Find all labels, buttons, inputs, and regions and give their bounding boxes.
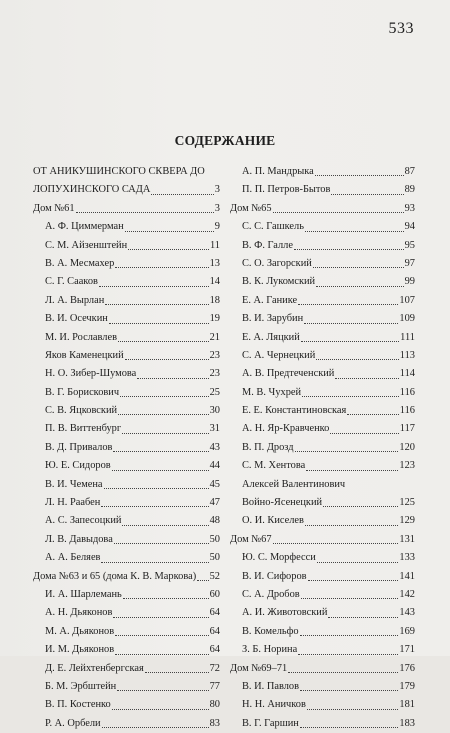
toc-entry-page: 117 <box>399 423 415 435</box>
toc-entry-page: 116 <box>399 386 415 398</box>
toc-entry-title: В. П. Костенко <box>45 699 111 711</box>
toc-entry-title: В. Г. Гаршин <box>242 717 299 729</box>
toc-entry <box>33 273 220 291</box>
toc-entry <box>230 641 415 659</box>
toc-entry-title: Е. А. Ганике <box>242 294 298 306</box>
toc-entry-title: С. А. Чернецкий <box>242 349 316 361</box>
toc-entry-title: Е. А. Ляцкий <box>242 331 300 343</box>
page-number: 533 <box>388 20 414 37</box>
dot-leader <box>113 450 208 452</box>
dot-leader <box>76 211 214 213</box>
dot-leader <box>305 524 398 526</box>
toc-entry-page: 25 <box>209 386 220 398</box>
toc-entry-page: 52 <box>209 570 220 582</box>
toc-entry-page: 179 <box>399 680 415 692</box>
toc-section-heading <box>230 531 415 549</box>
dot-leader <box>104 487 209 489</box>
toc-entry-title: В. И. Павлов <box>242 680 299 692</box>
dot-leader <box>316 358 399 360</box>
dot-leader <box>101 505 208 507</box>
toc-entry-page: 13 <box>209 257 220 269</box>
dot-leader <box>302 395 399 397</box>
dot-leader <box>125 230 214 232</box>
toc-entry <box>230 347 415 365</box>
toc-entry-page: 116 <box>399 405 415 417</box>
toc-entry-title: М. В. Чухрей <box>242 386 302 398</box>
toc-entry-title: Л. В. Давыдова <box>45 533 113 545</box>
toc-section-heading <box>230 660 415 678</box>
toc-entry <box>33 439 220 457</box>
toc-entry <box>33 604 220 622</box>
toc-entry-title: Б. М. Эрбштейн <box>45 680 117 692</box>
toc-entry-page: 94 <box>404 221 415 233</box>
toc-entry <box>33 549 220 567</box>
toc-entry-page: 18 <box>209 294 220 306</box>
toc-entry-title: Н. О. Зибер-Шумова <box>45 368 137 380</box>
dot-leader <box>306 469 398 471</box>
dot-leader <box>307 708 399 710</box>
toc-entry-page: 9 <box>214 221 220 233</box>
toc-entry-page: 50 <box>209 552 220 564</box>
dot-leader <box>117 689 208 691</box>
toc-entry-title: ОТ АНИКУШИНСКОГО СКВЕРА ДО <box>33 166 205 177</box>
dot-leader <box>295 450 399 452</box>
dot-leader <box>125 358 209 360</box>
dot-leader <box>335 377 398 379</box>
toc-entry-title: Ю. С. Морфесси <box>242 552 316 564</box>
toc-entry-title: Е. Е. Константиновская <box>242 405 347 417</box>
toc-entry-title: А. А. Беляев <box>45 552 101 564</box>
toc-entry-page: 23 <box>209 368 220 380</box>
toc-entry-title: А. С. Запесоцкий <box>45 515 122 527</box>
toc-entry-page: 95 <box>404 239 415 251</box>
toc-entry <box>33 696 220 714</box>
dot-leader <box>323 505 398 507</box>
toc-entry-page: 109 <box>399 313 415 325</box>
toc-entry-title: В. И. Осечкин <box>45 313 108 325</box>
dot-leader <box>151 193 213 195</box>
toc-entry-title: В. А. Месмахер <box>45 257 115 269</box>
dot-leader <box>301 597 399 599</box>
dot-leader <box>328 616 398 618</box>
toc-entry <box>230 586 415 604</box>
dot-leader <box>298 653 398 655</box>
toc-entry <box>230 623 415 641</box>
toc-entry-title: В. Д. Привалов <box>45 441 113 453</box>
toc-entry-page: 21 <box>209 331 220 343</box>
toc-entry <box>33 678 220 696</box>
dot-leader <box>300 689 398 691</box>
toc-entry-page: 114 <box>399 368 415 380</box>
dot-leader <box>109 322 209 324</box>
dot-leader <box>118 340 209 342</box>
toc-entry-page: 133 <box>399 552 415 564</box>
toc-entry-title: Л. А. Вырлан <box>45 294 105 306</box>
toc-entry <box>33 310 220 328</box>
toc-entry-title: Л. Н. Раабен <box>45 497 101 509</box>
toc-section-heading <box>33 181 220 199</box>
toc-entry <box>33 218 220 236</box>
toc-entry-page: 31 <box>209 423 220 435</box>
dot-leader <box>112 469 209 471</box>
toc-entry <box>230 549 415 567</box>
toc-entry <box>33 420 220 438</box>
toc-entry-page: 97 <box>404 257 415 269</box>
toc-entry <box>230 163 415 181</box>
toc-entry <box>33 402 220 420</box>
toc-entry <box>230 310 415 328</box>
toc-entry-title: В. И. Зарубин <box>242 313 304 325</box>
dot-leader <box>317 561 399 563</box>
toc-entry-page: 120 <box>399 441 415 453</box>
toc-entry-page: 45 <box>209 478 220 490</box>
dot-leader <box>304 322 398 324</box>
toc-entry <box>230 476 415 494</box>
toc-entry-page: 19 <box>209 313 220 325</box>
toc-entry <box>230 568 415 586</box>
toc-entry-title: А. И. Животовский <box>242 607 328 619</box>
toc-section-heading <box>230 200 415 218</box>
toc-entry-page: 30 <box>209 405 220 417</box>
toc-entry <box>230 457 415 475</box>
toc-entry <box>230 604 415 622</box>
toc-entry-page: 64 <box>209 644 220 656</box>
toc-entry <box>230 365 415 383</box>
toc-entry-page: 60 <box>209 588 220 600</box>
toc-entry-page: 80 <box>209 699 220 711</box>
toc-entry <box>230 402 415 420</box>
dot-leader <box>137 377 208 379</box>
toc-entry-page: 125 <box>399 497 415 509</box>
toc-entry-title: Дома №63 и 65 (дома К. В. Маркова) <box>33 570 197 582</box>
toc-entry-page: 176 <box>399 662 415 674</box>
dot-leader <box>197 579 208 581</box>
dot-leader <box>115 653 208 655</box>
dot-leader <box>288 671 398 673</box>
toc-entry <box>33 531 220 549</box>
toc-entry-page: 3 <box>214 202 220 214</box>
toc-entry-title: С. О. Загорский <box>242 257 312 269</box>
toc-entry-title: А. П. Мандрыка <box>242 166 314 177</box>
toc-entry-page: 107 <box>399 294 415 306</box>
toc-entry-title: С. В. Яцковский <box>45 405 118 417</box>
toc-entry-title: В. Ф. Галле <box>242 239 293 251</box>
toc-entry <box>33 641 220 659</box>
toc-entry-title: Дом №67 <box>230 533 272 545</box>
toc-entry-title: Д. Е. Лейхтенбергская <box>45 662 144 674</box>
toc-entry-title: М. А. Дьяконов <box>45 625 115 637</box>
toc-entry-title: В. И. Сифоров <box>242 570 307 582</box>
toc-entry-page: 44 <box>209 460 220 472</box>
toc-entry <box>33 623 220 641</box>
toc-entry-title: Войно-Ясенецкий <box>242 497 323 509</box>
toc-section-heading <box>33 568 220 586</box>
toc-entry-page: 64 <box>209 607 220 619</box>
dot-leader <box>118 413 209 415</box>
toc-entry-page: 14 <box>209 276 220 288</box>
dot-leader <box>305 230 404 232</box>
toc-entry-title: В. Комельфо <box>242 625 299 637</box>
toc-entry <box>33 255 220 273</box>
dot-leader <box>115 634 208 636</box>
toc-entry-title: Дом №69–71 <box>230 662 288 674</box>
toc-entry <box>230 420 415 438</box>
dot-leader <box>145 671 209 673</box>
dot-leader <box>105 303 208 305</box>
toc-entry <box>33 660 220 678</box>
toc-entry <box>230 512 415 530</box>
toc-entry-page: 142 <box>399 588 415 600</box>
dot-leader <box>101 561 208 563</box>
toc-entry-page: 113 <box>399 349 415 361</box>
dot-leader <box>300 726 399 728</box>
toc-entry-title: С. М. Хентова <box>242 460 306 472</box>
toc-right-column <box>230 163 415 733</box>
toc-entry-title: Дом №65 <box>230 202 272 214</box>
toc-entry-page: 181 <box>399 699 415 711</box>
toc-entry-title: Ю. Е. Сидоров <box>45 460 111 472</box>
dot-leader <box>308 579 399 581</box>
toc-entry-title: Дом №61 <box>33 202 75 214</box>
toc-entry <box>230 494 415 512</box>
dot-leader <box>273 542 399 544</box>
toc-entry-page: 131 <box>399 533 415 545</box>
toc-entry <box>230 255 415 273</box>
dot-leader <box>315 174 404 176</box>
toc-entry-title: Р. А. Орбели <box>45 717 101 729</box>
toc-entry-title: А. В. Предтеченский <box>242 368 335 380</box>
toc-entry-page: 183 <box>399 717 415 729</box>
toc-entry-page: 141 <box>399 570 415 582</box>
toc-entry <box>230 439 415 457</box>
toc-entry-page: 43 <box>209 441 220 453</box>
dot-leader <box>294 248 404 250</box>
dot-leader <box>301 340 399 342</box>
dot-leader <box>123 597 209 599</box>
toc-entry-title: Алексей Валентинович <box>242 478 346 490</box>
toc-entry <box>33 715 220 733</box>
toc-entry-title: В. К. Лукомский <box>242 276 316 288</box>
toc-section-heading <box>33 200 220 218</box>
toc-entry <box>33 457 220 475</box>
toc-entry <box>230 218 415 236</box>
toc-left-column <box>33 163 220 733</box>
toc-entry-page: 171 <box>399 644 415 656</box>
dot-leader <box>273 211 404 213</box>
toc-entry-title: А. Н. Дьяконов <box>45 607 113 619</box>
toc-entry <box>230 696 415 714</box>
toc-entry <box>230 292 415 310</box>
toc-entry-page: 23 <box>209 349 220 361</box>
toc-entry-page: 48 <box>209 515 220 527</box>
toc-entry-title: С. М. Айзенштейн <box>45 239 128 251</box>
toc-entry <box>230 329 415 347</box>
page-title: СОДЕРЖАНИЕ <box>174 133 276 148</box>
toc-entry <box>33 292 220 310</box>
toc-entry-title: А. Ф. Циммерман <box>45 221 124 233</box>
toc-entry-title: Яков Каменецкий <box>45 349 124 361</box>
toc-entry <box>230 678 415 696</box>
dot-leader <box>112 708 209 710</box>
dot-leader <box>330 432 398 434</box>
toc-entry-page: 3 <box>214 184 220 196</box>
toc-entry-page: 87 <box>404 166 415 177</box>
toc-entry <box>230 384 415 402</box>
toc-entry <box>33 237 220 255</box>
toc-entry-title: ЛОПУХИНСКОГО САДА <box>33 184 151 196</box>
toc-entry-title: В. И. Чемена <box>45 478 103 490</box>
toc-entry-title: З. Б. Норина <box>242 644 298 656</box>
dot-leader <box>113 616 208 618</box>
dot-leader <box>122 524 208 526</box>
dot-leader <box>99 285 209 287</box>
toc-entry-page: 77 <box>209 680 220 692</box>
toc-entry-page: 50 <box>209 533 220 545</box>
toc-entry-title: С. А. Дробов <box>242 588 300 600</box>
toc-entry-title: М. И. Рославлев <box>45 331 117 343</box>
toc-section-heading <box>33 163 220 181</box>
toc-entry <box>230 237 415 255</box>
toc-entry <box>230 273 415 291</box>
toc-entry-page: 11 <box>209 239 220 251</box>
dot-leader <box>331 193 403 195</box>
toc-entry-title: С. С. Гашкель <box>242 221 304 233</box>
dot-leader <box>115 266 208 268</box>
dot-leader <box>128 248 209 250</box>
toc-entry-title: В. Г. Борискович <box>45 386 120 398</box>
toc-entry-page: 169 <box>399 625 415 637</box>
toc-entry-title: В. П. Дрозд <box>242 441 294 453</box>
toc-entry-title: И. М. Дьяконов <box>45 644 115 656</box>
dot-leader <box>114 542 209 544</box>
toc-entry <box>33 347 220 365</box>
toc-entry-page: 111 <box>400 331 415 343</box>
toc-entry-title: С. Г. Сааков <box>45 276 98 288</box>
toc-entry <box>33 494 220 512</box>
toc-entry-title: Н. Н. Аничков <box>242 699 306 711</box>
toc-entry-title: П. П. Петров-Бытов <box>242 184 331 196</box>
toc-entry <box>33 476 220 494</box>
dot-leader <box>120 395 209 397</box>
toc-entry-page: 143 <box>399 607 415 619</box>
toc-entry <box>33 329 220 347</box>
toc-entry-title: А. Н. Яр-Кравченко <box>242 423 330 435</box>
toc-entry <box>33 384 220 402</box>
toc-entry-page: 72 <box>209 662 220 674</box>
toc-entry <box>230 181 415 199</box>
dot-leader <box>300 634 399 636</box>
toc-entry-title: И. А. Шарлемань <box>45 588 122 600</box>
dot-leader <box>122 432 208 434</box>
dot-leader <box>102 726 209 728</box>
toc-entry-title: П. В. Виттенбург <box>45 423 122 435</box>
dot-leader <box>313 266 404 268</box>
toc-entry-page: 47 <box>209 497 220 509</box>
toc-entry <box>230 715 415 733</box>
toc-entry-page: 93 <box>404 202 415 214</box>
toc-entry-page: 64 <box>209 625 220 637</box>
toc-entry <box>33 365 220 383</box>
dot-leader <box>298 303 398 305</box>
dot-leader <box>316 285 404 287</box>
toc-entry-page: 99 <box>404 276 415 288</box>
toc-entry-title: О. И. Киселев <box>242 515 304 527</box>
toc-entry-page: 123 <box>399 460 415 472</box>
toc-entry <box>33 586 220 604</box>
toc-entry-page: 83 <box>209 717 220 729</box>
toc-entry <box>33 512 220 530</box>
toc-entry-page: 89 <box>404 184 415 196</box>
toc-entry-page: 129 <box>399 515 415 527</box>
dot-leader <box>347 413 398 415</box>
